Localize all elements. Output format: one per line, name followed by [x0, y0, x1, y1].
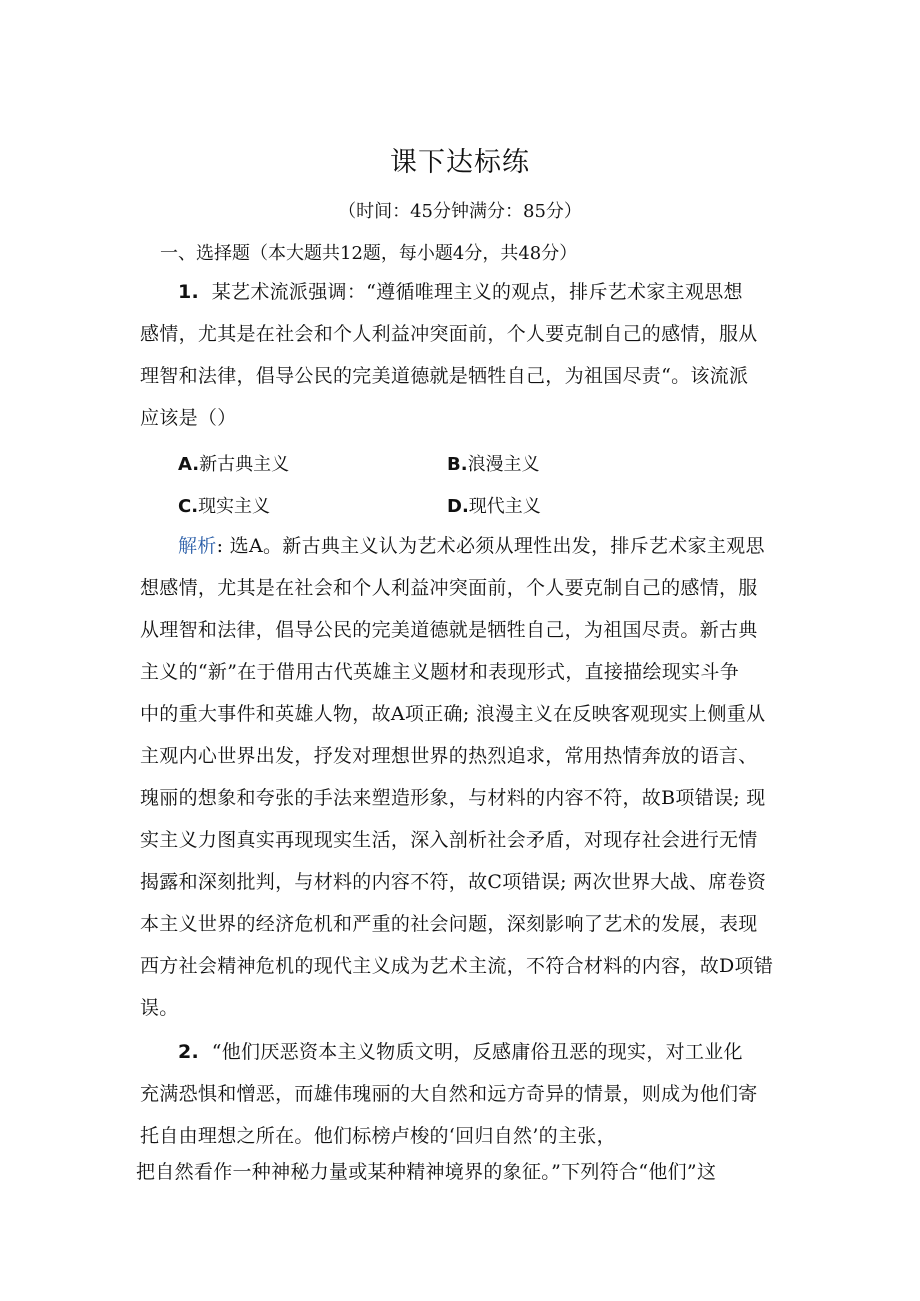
option-b: B.浪漫主义: [447, 454, 540, 475]
option-a: A.新古典主义: [178, 454, 290, 475]
analysis-line: 主观内心世界出发，抒发对理想世界的热烈追求，常用热情奔放的语言、: [140, 745, 758, 767]
analysis-line: 西方社会精神危机的现代主义成为艺术主流，不符合材料的内容，故D项错: [140, 955, 774, 977]
time-score-info: （时间：45分钟满分：85分）: [338, 201, 582, 222]
section-heading: 一、选择题（本大题共12题，每小题4分，共48分）: [160, 243, 578, 264]
analysis-line: 揭露和深刻批判，与材料的内容不符，故C项错误; 两次世界大战、席卷资: [140, 871, 767, 893]
question-1-line: 应该是（）: [140, 407, 237, 429]
analysis-line: 瑰丽的想象和夸张的手法来塑造形象，与材料的内容不符，故B项错误; 现: [140, 787, 766, 809]
question-1-line: 感情，尤其是在社会和个人利益冲突面前，个人要克制自己的感情，服从: [140, 323, 758, 345]
analysis-line: 中的重大事件和英雄人物，故A项正确; 浪漫主义在反映客观现实上侧重从: [140, 703, 766, 725]
analysis-line: 实主义力图真实再现现实生活，深入剖析社会矛盾，对现存社会进行无情: [140, 829, 758, 851]
question-1: [140, 271, 785, 439]
analysis-line: 解析: 选A。新古典主义认为艺术必须从理性出发，排斥艺术家主观思: [178, 535, 765, 557]
analysis-1: [140, 525, 785, 1029]
option-d: D.现代主义: [447, 496, 541, 517]
analysis-line: 误。: [140, 997, 179, 1019]
option-c: C.现实主义: [178, 496, 271, 517]
analysis-line: 主义的“新”在于借用古代英雄主义题材和表现形式，直接描绘现实斗争: [140, 661, 740, 683]
question-2: [136, 1031, 785, 1187]
analysis-line: 想感情，尤其是在社会和个人利益冲突面前，个人要克制自己的感情，服: [140, 577, 758, 599]
question-2-line: 充满恐惧和憎恶，而雄伟瑰丽的大自然和远方奇异的情景，则成为他们寄: [140, 1083, 758, 1105]
question-1-number: 1.: [178, 281, 200, 303]
page-title: 课下达标练: [390, 147, 530, 178]
analysis-line: 本主义世界的经济危机和严重的社会问题，深刻影响了艺术的发展，表现: [140, 913, 758, 935]
analysis-line: 从理智和法律，倡导公民的完美道德就是牺牲自己，为祖国尽责。新古典: [140, 619, 758, 641]
question-2-line: 托自由理想之所在。他们标榜卢梭的‘回归自然’的主张，: [140, 1125, 616, 1147]
question-2-line: 把自然看作一种神秘力量或某种精神境界的象征。”下列符合“他们”这: [136, 1161, 717, 1183]
question-1-line: 1. 某艺术流派强调：“遵循唯理主义的观点，排斥艺术家主观思想: [178, 281, 743, 303]
question-1-line: 理智和法律，倡导公民的完美道德就是牺牲自己，为祖国尽责“。该流派: [140, 365, 749, 387]
question-2-number: 2.: [178, 1041, 200, 1063]
question-2-line: 2. “他们厌恶资本主义物质文明，反感庸俗丑恶的现实，对工业化: [178, 1041, 743, 1063]
analysis-label: 解析: [178, 535, 217, 557]
